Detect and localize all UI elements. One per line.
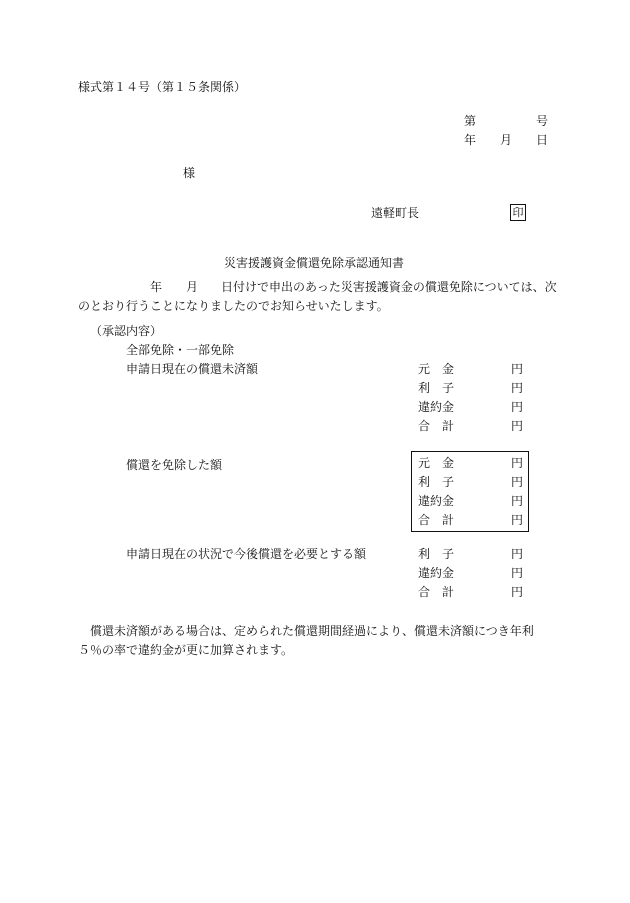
exempted-penalty-label: 違約金 (418, 494, 455, 508)
unpaid-penalty-label: 違約金 (418, 400, 455, 414)
future-interest-label: 利 子 (418, 547, 455, 561)
unpaid-label: 申請日現在の償還未済額 (126, 362, 259, 376)
doc-date-year: 年 (464, 133, 477, 147)
notice-line2: ５％の率で違約金が更に加算されます。 (78, 643, 294, 657)
intro-line1: 日付けで申出のあった災害援護資金の償還免除については、次 (221, 280, 557, 294)
exempted-total-label: 合 計 (418, 513, 455, 527)
unpaid-principal-label: 元 金 (418, 362, 455, 376)
future-total-yen: 円 (511, 585, 524, 599)
exempted-principal-yen: 円 (511, 456, 524, 470)
intro-year: 年 (150, 280, 163, 294)
exempted-total-yen: 円 (511, 513, 524, 527)
exempted-principal-label: 元 金 (418, 456, 455, 470)
seal-mark: 印 (510, 204, 526, 221)
exempted-interest-yen: 円 (511, 475, 524, 489)
future-penalty-yen: 円 (511, 566, 524, 580)
future-total-label: 合 計 (418, 585, 455, 599)
unpaid-total-label: 合 計 (418, 419, 455, 433)
form-number: 様式第１４号（第１５条関係） (78, 80, 247, 94)
exempted-interest-label: 利 子 (418, 475, 455, 489)
issuer-name: 遠軽町長 (371, 206, 420, 220)
doc-number-prefix: 第 (464, 114, 477, 128)
unpaid-interest-label: 利 子 (418, 381, 455, 395)
doc-date-day: 日 (536, 133, 549, 147)
unpaid-interest-yen: 円 (511, 381, 524, 395)
future-penalty-label: 違約金 (418, 566, 455, 580)
document-title: 災害援護資金償還免除承認通知書 (224, 256, 405, 270)
doc-number-suffix: 号 (536, 114, 549, 128)
exemption-type: 全部免除・一部免除 (126, 343, 235, 357)
intro-line2: のとおり行うことになりましたのでお知らせいたします。 (78, 299, 389, 313)
exempted-penalty-yen: 円 (511, 494, 524, 508)
addressee-suffix: 様 (183, 166, 196, 180)
intro-month: 月 (186, 280, 199, 294)
doc-date-month: 月 (500, 133, 513, 147)
future-interest-yen: 円 (511, 547, 524, 561)
unpaid-penalty-yen: 円 (511, 400, 524, 414)
exempted-label: 償還を免除した額 (126, 458, 223, 472)
notice-line1: 償還未済額がある場合は、定められた償還期間経過により、償還未済額につき年利 (90, 624, 534, 638)
unpaid-principal-yen: 円 (511, 362, 524, 376)
future-label: 申請日現在の状況で今後償還を必要とする額 (126, 547, 367, 561)
unpaid-total-yen: 円 (511, 419, 524, 433)
approval-heading: （承認内容） (90, 324, 163, 338)
